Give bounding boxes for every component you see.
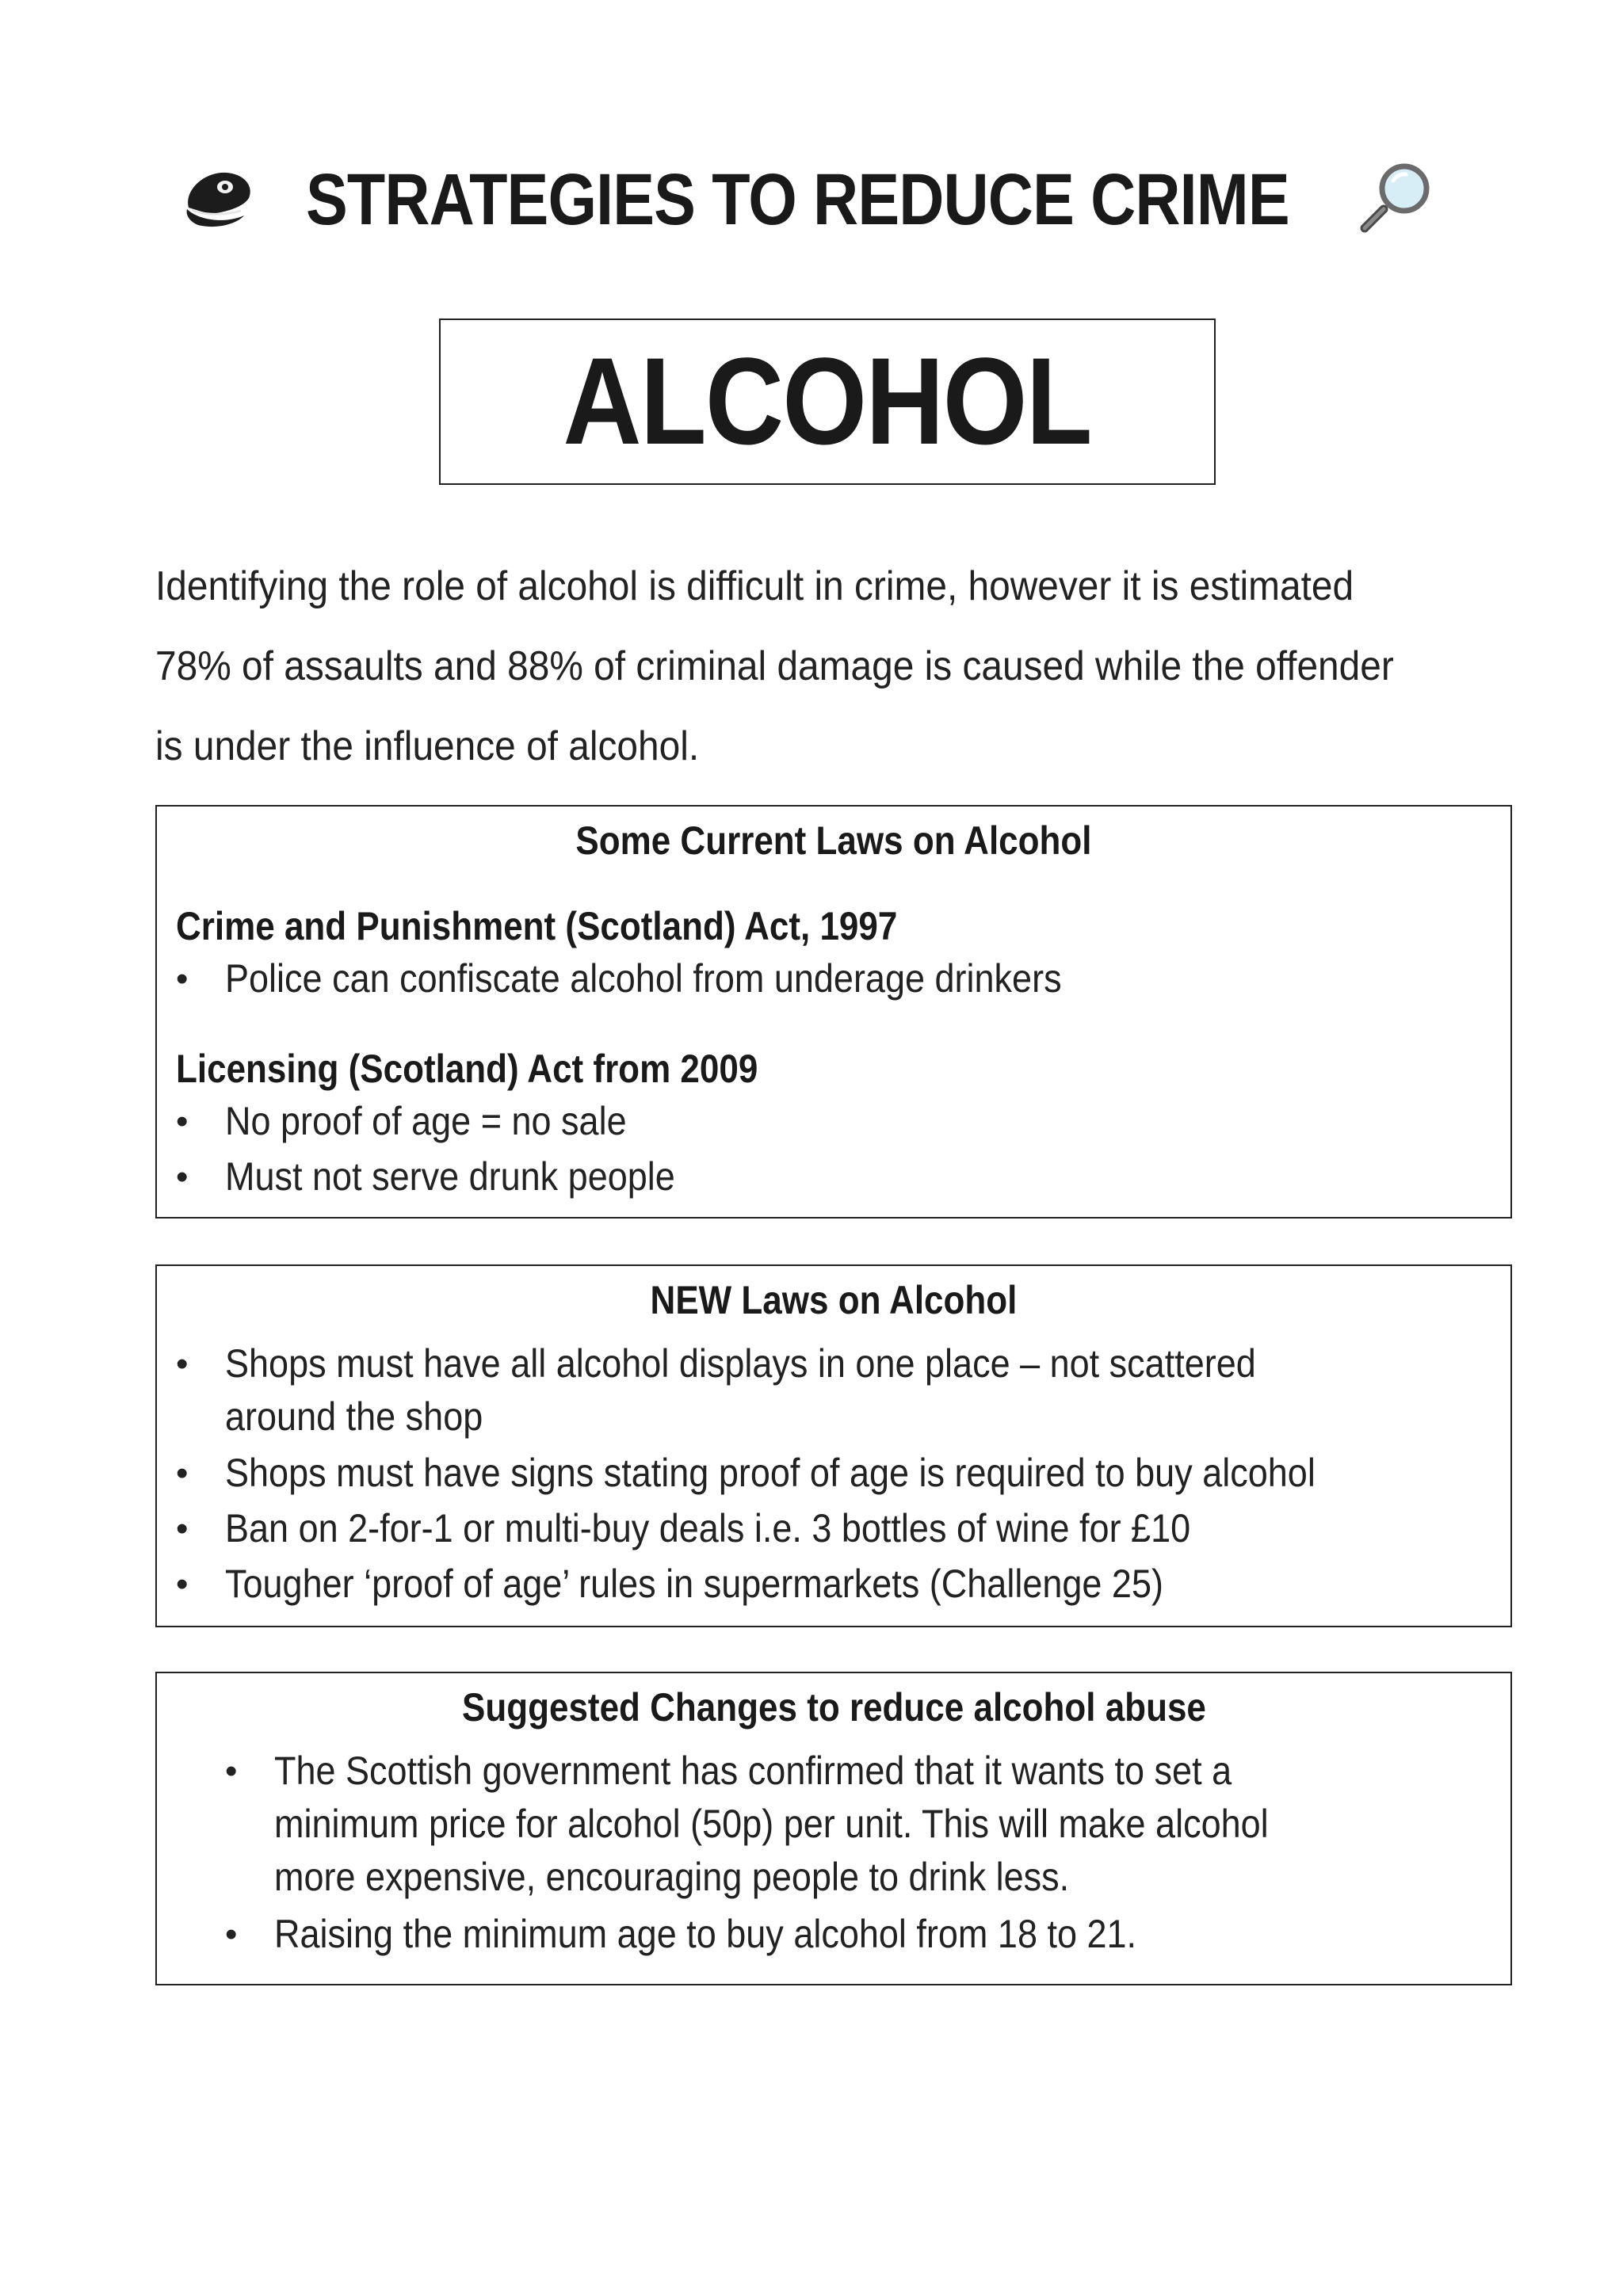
new-laws-heading: NEW Laws on Alcohol (650, 1278, 1018, 1322)
intro-line: 78% of assaults and 88% of criminal damage is caused while the offender (155, 643, 1394, 689)
intro-line: is under the influence of alcohol. (155, 723, 700, 769)
list-item: • Shops must have all alcohol displays in one place – not scattered around the shop (225, 1337, 1370, 1444)
list-item: • The Scottish government has confirmed that it wants to set a minimum price for alcohol (50p) per unit. This will make alcohol more expensive, encouraging people to drink less. (274, 1745, 1379, 1904)
bullet-icon: • (176, 1344, 189, 1383)
current-laws-panel (155, 805, 1512, 1219)
act-title: Crime and Punishment (Scotland) Act, 1997 (176, 904, 898, 948)
police-cap-icon (181, 166, 257, 233)
list-item: • Tougher ‘proof of age’ rules in supermarkets (Challenge 25) (225, 1558, 1268, 1611)
bullet-icon: • (225, 1915, 238, 1954)
current-laws-heading: Some Current Laws on Alcohol (575, 818, 1092, 863)
intro-paragraph (155, 547, 1395, 787)
list-item: • Must not serve drunk people (225, 1150, 725, 1203)
suggested-changes-heading: Suggested Changes to reduce alcohol abuse (461, 1685, 1206, 1730)
bullet-icon: • (176, 1565, 189, 1604)
list-item: • Raising the minimum age to buy alcohol from 18 to 21. (274, 1908, 1232, 1961)
bullet-icon: • (176, 1158, 189, 1196)
magnifier-icon (1357, 157, 1436, 236)
bullet-icon: • (176, 959, 189, 998)
new-laws-panel (155, 1264, 1512, 1627)
suggested-changes-panel (155, 1672, 1512, 1985)
bullet-icon: • (176, 1509, 189, 1548)
list-item: • Shops must have signs stating proof of age is required to buy alcohol (225, 1447, 1437, 1500)
intro-line: Identifying the role of alcohol is difficult in crime, however it is estimated (155, 563, 1354, 609)
bullet-icon: • (176, 1454, 189, 1493)
list-item: • No proof of age = no sale (225, 1095, 671, 1148)
list-item: • Police can confiscate alcohol from underage drinkers (225, 952, 1155, 1005)
list-item: • Ban on 2-for-1 or multi-buy deals i.e. 3 bottles of wine for £10 (225, 1502, 1298, 1555)
page-header (0, 151, 1623, 254)
topic-title: ALCOHOL (563, 332, 1092, 471)
page-title: STRATEGIES TO REDUCE CRIME (306, 159, 1289, 240)
bullet-icon: • (176, 1102, 189, 1141)
topic-box (439, 318, 1216, 485)
act-title: Licensing (Scotland) Act from 2009 (176, 1047, 758, 1091)
bullet-icon: • (225, 1752, 238, 1791)
